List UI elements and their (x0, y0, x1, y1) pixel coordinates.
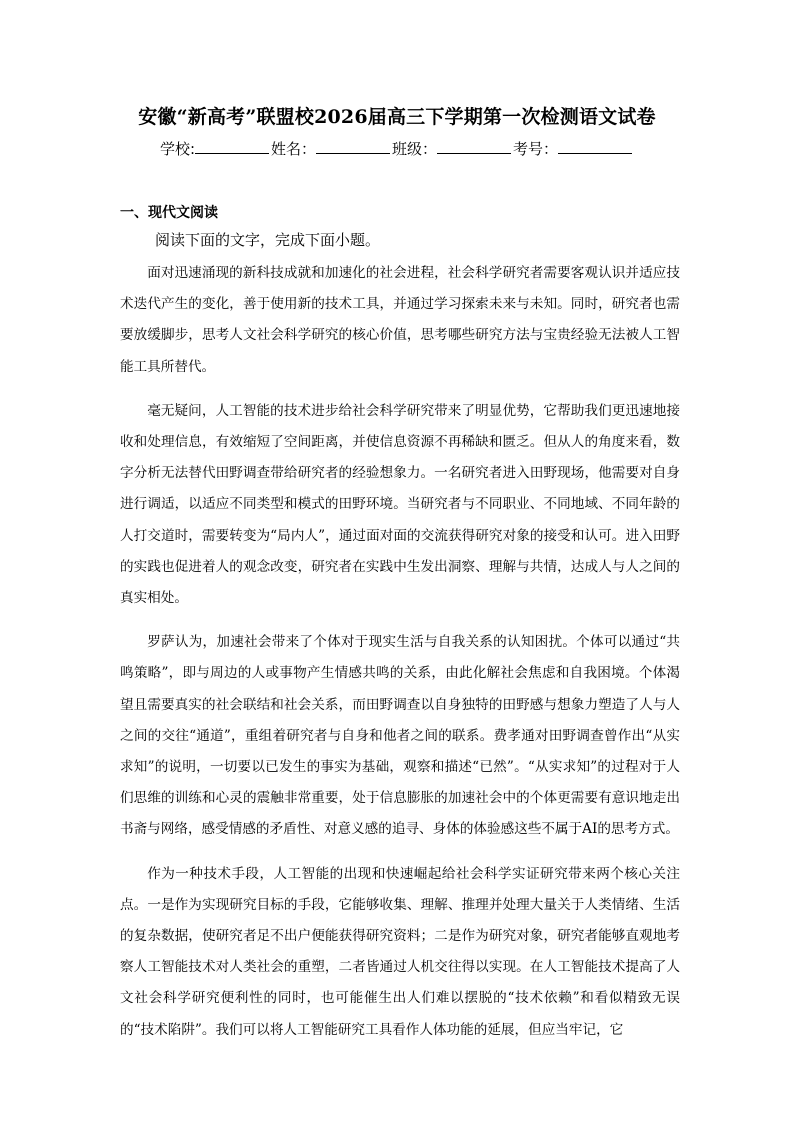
class-label: 班级： (392, 140, 438, 158)
section-heading: 一、现代文阅读 (120, 205, 218, 221)
student-info-line (0, 139, 794, 159)
passage-paragraph: 面对迅速涌现的新科技成就和加速化的社会进程，社会科学研究者需要客观认识并适应技术迭代产生的变化，善于使用新的技术工具，并通过学习探索未来与未知。同时，研究者也需要放缓脚步，思考人文社会科学研究的核心价值，思考哪些研究方法与宝贵经验无法被人工智能工具所替代。 (120, 265, 680, 375)
school-label: 学校: (159, 140, 195, 158)
reading-instruction: 阅读下面的文字，完成下面小题。 (155, 231, 381, 249)
name-label: 姓名： (271, 140, 317, 158)
school-blank[interactable] (195, 139, 269, 154)
reading-passage (120, 258, 680, 1059)
exam-number-label: 考号： (513, 140, 559, 158)
passage-paragraph: 毫无疑问，人工智能的技术进步给社会科学研究带来了明显优势，它帮助我们更迅速地接收和处理信息，有效缩短了空间距离，并使信息资源不再稀缺和匮乏。但从人的角度来看，数字分析无法替代田野调查带给研究者的经验想象力。一名研究者进入田野现场，他需要对自身进行调适，以适应不同类型和模式的田野环境。当研究者与不同职业、不同地域、不同年龄的人打交道时，需要转变为“局内人”，通过面对面的交流获得研究对象的接受和认可。进入田野的实践也促进着人的观念改变，研究者在实践中生发出洞察、理解与共情，达成人与人之间的真实相处。 (120, 402, 680, 607)
class-blank[interactable] (437, 139, 511, 154)
exam-title: 安徽“新高考”联盟校2026届高三下学期第一次检测语文试卷 (138, 106, 656, 128)
passage-paragraph: 作为一种技术手段，人工智能的出现和快速崛起给社会科学实证研究带来两个核心关注点。一是作为实现研究目标的手段，它能够收集、理解、推理并处理大量关于人类情绪、生活的复杂数据，使研究者足不出户便能获得研究资料；二是作为研究对象，研究者能够直观地考察人工智能技术对人类社会的重塑，二者皆通过人机交往得以实现。在人工智能技术提高了人文社会科学研究便利性的同时，也可能催生出人们难以摆脱的“技术依赖”和看似精致无误的“技术陷阱”。我们可以将人工智能研究工具看作人体功能的延展，但应当牢记，它 (120, 865, 680, 1038)
passage-paragraph: 罗萨认为，加速社会带来了个体对于现实生活与自我关系的认知困扰。个体可以通过“共鸣策略”，即与周边的人或事物产生情感共鸣的关系，由此化解社会焦虑和自我困境。个体渴望且需要真实的社会联结和社会关系，而田野调查以自身独特的田野感与想象力塑造了人与人之间的交往“通道”，重组着研究者与自身和他者之间的联系。费孝通对田野调查曾作出“从实求知”的说明，一切要以已发生的事实为基础，观察和描述“已然”。“从实求知”的过程对于人们思维的训练和心灵的震触非常重要，处于信息膨胀的加速社会中的个体更需要有意识地走出书斋与网络，感受情感的矛盾性、对意义感的追寻、身体的体验感这些不属于AI的思考方式。 (120, 634, 680, 838)
exam-number-blank[interactable] (558, 139, 632, 154)
name-blank[interactable] (316, 139, 390, 154)
